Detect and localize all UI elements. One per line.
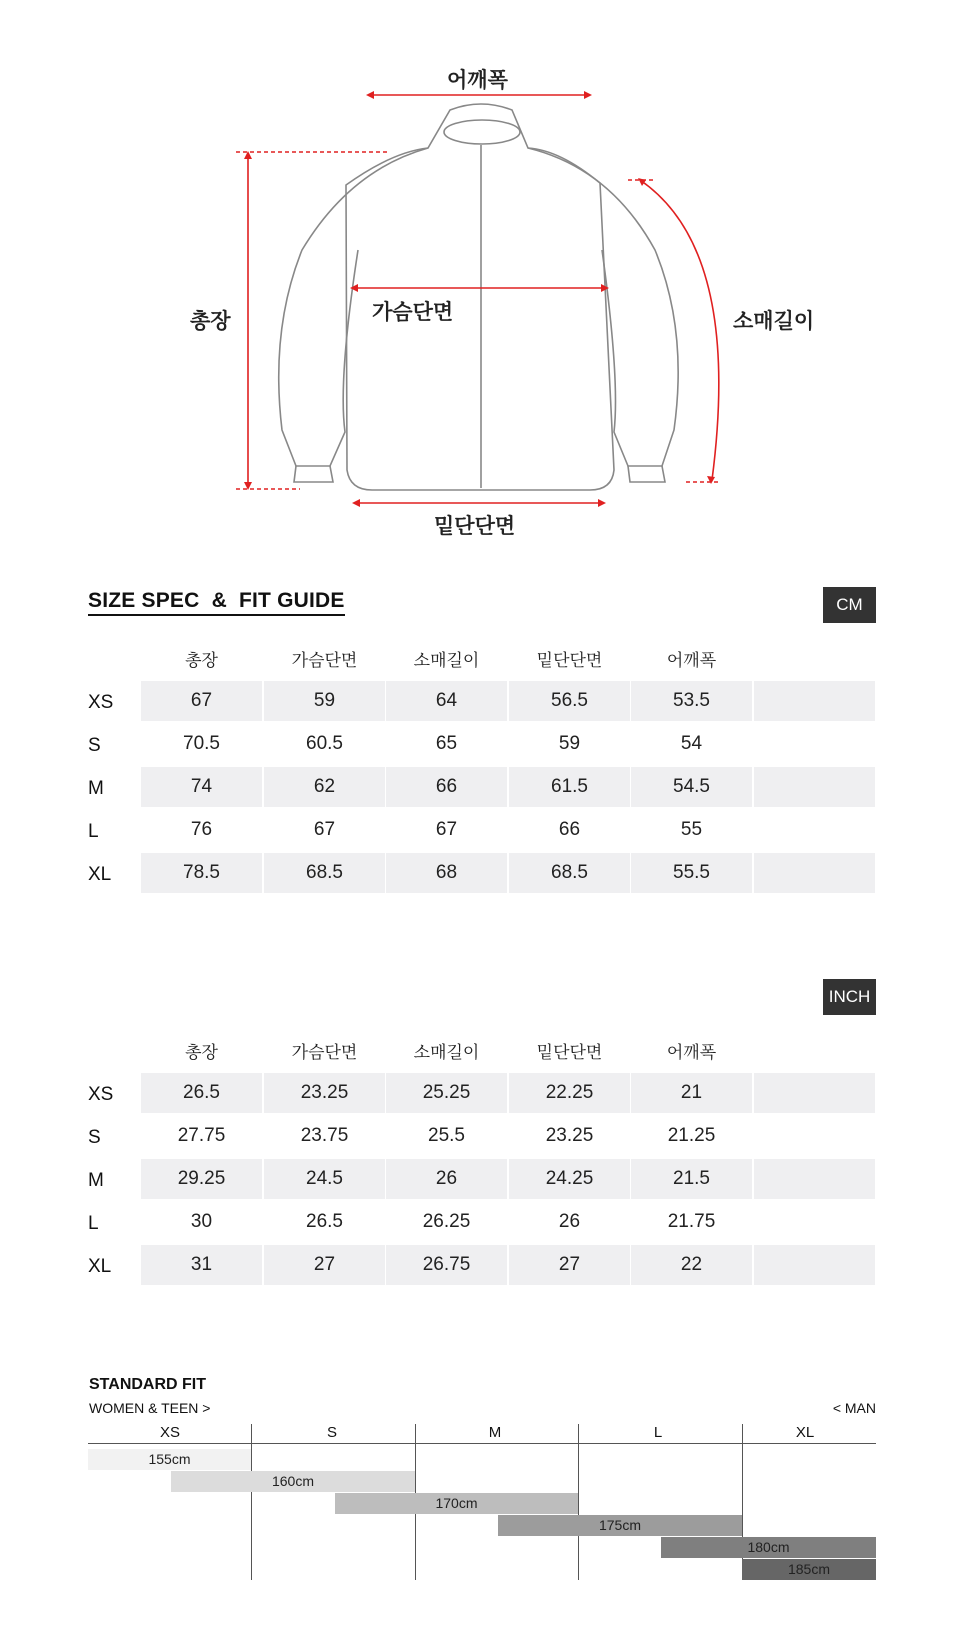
table-cell: 66: [386, 767, 507, 807]
size-label: L: [88, 1213, 99, 1234]
table-cell: 23.25: [545, 1125, 594, 1146]
table-cell: 78.5: [141, 853, 262, 893]
table-cell: 55: [680, 819, 703, 840]
table-cell: 24.25: [509, 1159, 630, 1199]
table-cell-empty: [754, 767, 875, 807]
table-cell: 26: [386, 1159, 507, 1199]
unit-badge-inch: INCH: [823, 979, 876, 1015]
table-cell: 61.5: [509, 767, 630, 807]
table-cell-empty: [754, 1245, 875, 1285]
table-cell: 21.25: [667, 1125, 716, 1146]
table-cell: 26.75: [386, 1245, 507, 1285]
col-header: 가슴단면: [291, 651, 358, 671]
table-cell: 25.5: [428, 1125, 465, 1146]
col-header: 밑단단면: [536, 651, 603, 671]
col-header: 총장: [185, 651, 218, 671]
standard-fit-title: STANDARD FIT: [89, 1376, 207, 1393]
size-spec-title: SIZE SPEC & FIT GUIDE: [88, 590, 345, 616]
table-cell: 26.5: [306, 1211, 343, 1232]
table-cell: 66: [558, 819, 581, 840]
fit-size-label: M: [488, 1424, 502, 1441]
size-label: S: [88, 1127, 101, 1148]
jacket-collar: [444, 120, 520, 144]
col-header: 밑단단면: [536, 1043, 603, 1063]
table-cell: 29.25: [141, 1159, 262, 1199]
col-header: 가슴단면: [291, 1043, 358, 1063]
height-bar-170: 170cm: [335, 1493, 578, 1514]
table-cell: 76: [190, 819, 213, 840]
col-header: 어깨폭: [666, 651, 717, 671]
table-cell: 56.5: [509, 681, 630, 721]
sleeve-label: 소매길이: [733, 309, 815, 333]
table-cell: 53.5: [631, 681, 752, 721]
table-cell: 23.75: [300, 1125, 349, 1146]
table-cell: 22.25: [509, 1073, 630, 1113]
table-cell: 54: [680, 733, 703, 754]
col-header: 소매길이: [413, 1043, 480, 1063]
size-label: XS: [88, 692, 114, 713]
size-label: L: [88, 821, 99, 842]
table-cell: 68.5: [509, 853, 630, 893]
table-cell: 27.75: [177, 1125, 226, 1146]
hem-label: 밑단단면: [434, 514, 516, 538]
table-cell: 25.25: [386, 1073, 507, 1113]
man-note: < MAN: [832, 1400, 876, 1416]
table-cell: 27: [264, 1245, 385, 1285]
table-cell: 67: [313, 819, 336, 840]
size-label: M: [88, 1170, 104, 1191]
col-header: 어깨폭: [666, 1043, 717, 1063]
table-cell: 70.5: [183, 733, 220, 754]
height-bar-175: 175cm: [498, 1515, 742, 1536]
table-cell: 74: [141, 767, 262, 807]
fit-size-label: S: [326, 1424, 337, 1441]
table-cell-empty: [754, 853, 875, 893]
table-cell: 21.5: [631, 1159, 752, 1199]
table-cell-empty: [754, 1073, 875, 1113]
fit-size-label: XL: [795, 1424, 815, 1441]
size-label: XL: [88, 864, 112, 885]
height-bar-160: 160cm: [171, 1471, 415, 1492]
table-cell: 30: [190, 1211, 213, 1232]
fit-size-label: L: [653, 1424, 663, 1441]
table-cell: 67: [435, 819, 458, 840]
table-cell: 26.5: [141, 1073, 262, 1113]
table-cell: 67: [141, 681, 262, 721]
table-cell: 64: [386, 681, 507, 721]
height-bar-180: 180cm: [661, 1537, 876, 1558]
table-cell: 68: [386, 853, 507, 893]
table-cell-empty: [754, 1159, 875, 1199]
table-cell: 23.25: [264, 1073, 385, 1113]
table-cell: 21: [631, 1073, 752, 1113]
table-cell: 27: [509, 1245, 630, 1285]
table-cell: 24.5: [264, 1159, 385, 1199]
table-cell: 21.75: [667, 1211, 716, 1232]
height-bar-185: 185cm: [742, 1559, 876, 1580]
fit-size-label: XS: [159, 1424, 180, 1441]
table-cell: 65: [435, 733, 458, 754]
unit-badge-cm: CM: [823, 587, 876, 623]
table-cell: 26: [558, 1211, 581, 1232]
table-cell: 55.5: [631, 853, 752, 893]
table-cell: 59: [264, 681, 385, 721]
table-cell: 26.25: [422, 1211, 471, 1232]
col-header: 총장: [185, 1043, 218, 1063]
size-label: XL: [88, 1256, 112, 1277]
table-cell: 68.5: [264, 853, 385, 893]
table-cell-empty: [754, 681, 875, 721]
table-cell: 31: [141, 1245, 262, 1285]
sleeve-arrow: [640, 180, 719, 480]
table-cell: 60.5: [306, 733, 343, 754]
table-cell: 59: [558, 733, 581, 754]
col-header: 소매길이: [413, 651, 480, 671]
table-cell: 22: [631, 1245, 752, 1285]
right-sleeve: [528, 148, 678, 466]
left-cuff: [294, 466, 333, 482]
length-label: 총장: [190, 309, 231, 333]
size-label: XS: [88, 1084, 114, 1105]
fit-axis-line: [88, 1443, 876, 1444]
table-cell: 62: [264, 767, 385, 807]
chest-label: 가슴단면: [372, 300, 454, 324]
fit-divider: [251, 1424, 252, 1580]
table-cell: 54.5: [631, 767, 752, 807]
size-label: S: [88, 735, 101, 756]
women-teen-note: WOMEN & TEEN >: [89, 1400, 211, 1416]
right-cuff: [628, 466, 665, 482]
fit-divider: [578, 1424, 579, 1580]
size-label: M: [88, 778, 104, 799]
shoulder-label: 어깨폭: [447, 68, 508, 92]
height-bar-155: 155cm: [88, 1449, 251, 1470]
